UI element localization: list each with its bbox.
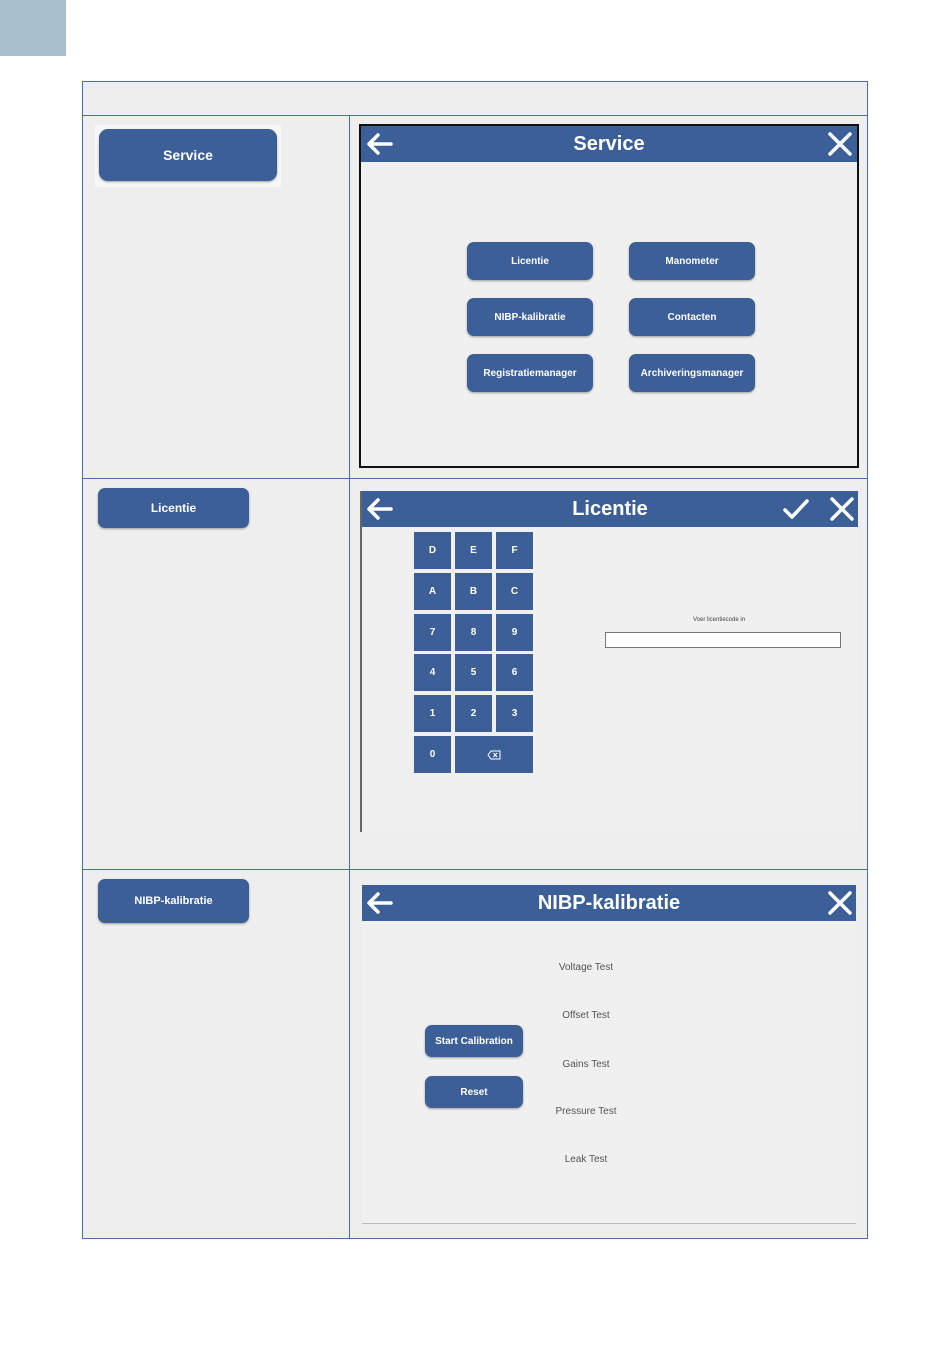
key-0[interactable]: 0 <box>414 736 451 773</box>
key-e[interactable]: E <box>455 532 492 569</box>
licentie-menu-button[interactable]: Licentie <box>467 242 593 280</box>
back-arrow-icon[interactable] <box>365 491 393 527</box>
document-table <box>82 81 868 1239</box>
leak-test-label: Leak Test <box>564 1154 608 1165</box>
row-divider-2 <box>83 869 867 870</box>
key-backspace[interactable] <box>455 736 533 773</box>
key-f[interactable]: F <box>496 532 533 569</box>
manometer-menu-button[interactable]: Manometer <box>629 242 755 280</box>
licentie-screen <box>360 491 858 832</box>
back-arrow-icon[interactable] <box>365 885 393 921</box>
reset-button[interactable]: Reset <box>425 1076 523 1108</box>
table-header-divider <box>83 115 867 116</box>
key-5[interactable]: 5 <box>455 654 492 691</box>
close-x-icon[interactable] <box>827 126 853 162</box>
nibp-titlebar <box>362 885 856 921</box>
service-button-image <box>95 125 281 187</box>
licentie-titlebar <box>362 491 858 527</box>
voltage-test-label: Voltage Test <box>558 962 614 973</box>
back-arrow-icon[interactable] <box>365 126 393 162</box>
column-divider <box>349 116 350 1238</box>
service-title: Service <box>573 132 645 155</box>
service-titlebar <box>361 126 857 162</box>
key-3[interactable]: 3 <box>496 695 533 732</box>
key-9[interactable]: 9 <box>496 614 533 651</box>
nibp-kalibratie-menu-button[interactable]: NIBP-kalibratie <box>467 298 593 336</box>
close-x-icon[interactable] <box>829 491 855 527</box>
backspace-icon <box>487 750 501 760</box>
page-corner-tab <box>0 0 66 56</box>
key-2[interactable]: 2 <box>455 695 492 732</box>
key-4[interactable]: 4 <box>414 654 451 691</box>
archiveringsmanager-menu-button[interactable]: Archiveringsmanager <box>629 354 755 392</box>
nibp-screen <box>362 885 856 1224</box>
nibp-kalibratie-button[interactable]: NIBP-kalibratie <box>98 879 249 923</box>
nibp-title: NIBP-kalibratie <box>537 891 681 914</box>
key-7[interactable]: 7 <box>414 614 451 651</box>
checkmark-icon[interactable] <box>782 491 810 527</box>
key-8[interactable]: 8 <box>455 614 492 651</box>
registratiemanager-menu-button[interactable]: Registratiemanager <box>467 354 593 392</box>
key-c[interactable]: C <box>496 573 533 610</box>
license-code-input[interactable] <box>605 632 841 648</box>
license-input-label: Voer licentiecode in <box>693 617 746 623</box>
licentie-title: Licentie <box>572 497 648 520</box>
contacten-menu-button[interactable]: Contacten <box>629 298 755 336</box>
service-screen <box>359 124 859 468</box>
licentie-button[interactable]: Licentie <box>98 488 249 528</box>
key-6[interactable]: 6 <box>496 654 533 691</box>
key-1[interactable]: 1 <box>414 695 451 732</box>
pressure-test-label: Pressure Test <box>555 1106 617 1117</box>
key-d[interactable]: D <box>414 532 451 569</box>
key-a[interactable]: A <box>414 573 451 610</box>
key-b[interactable]: B <box>455 573 492 610</box>
row-divider-1 <box>83 478 867 479</box>
gains-test-label: Gains Test <box>562 1059 610 1070</box>
service-button[interactable]: Service <box>99 129 277 181</box>
close-x-icon[interactable] <box>827 885 853 921</box>
offset-test-label: Offset Test <box>562 1010 610 1021</box>
start-calibration-button[interactable]: Start Calibration <box>425 1025 523 1057</box>
